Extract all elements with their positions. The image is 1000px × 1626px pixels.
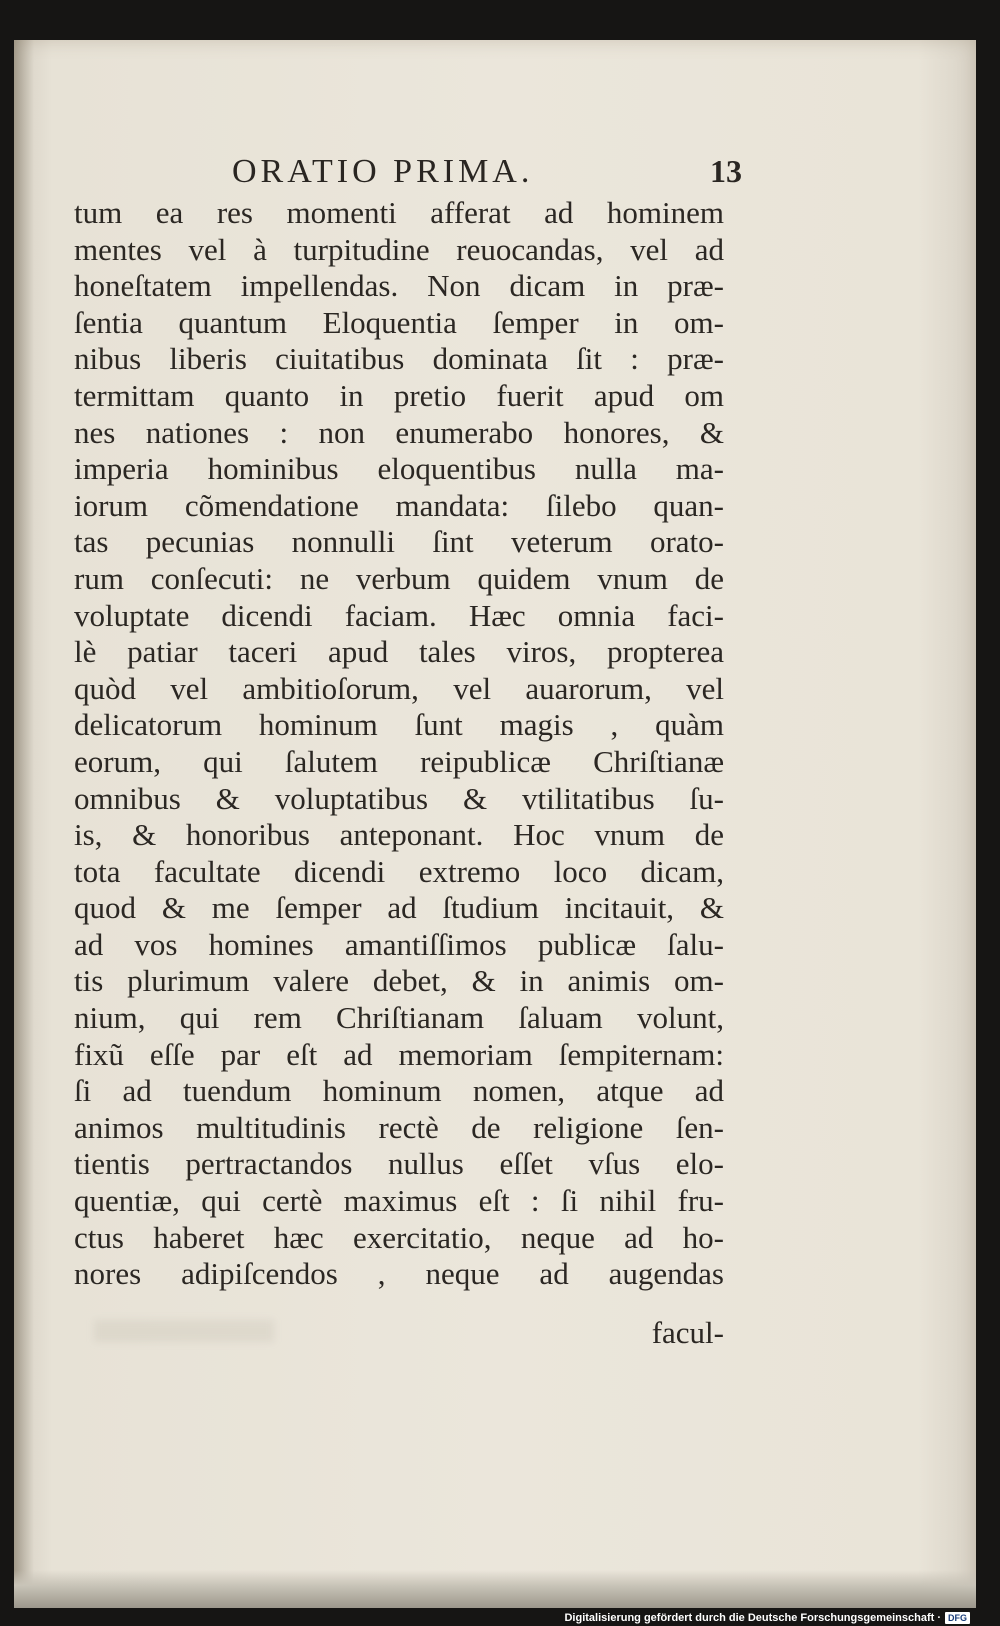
text-line: tota facultate dicendi extremo loco dicam, — [74, 853, 724, 889]
digitization-credit — [564, 1612, 970, 1624]
text-line: ſentia quantum Eloquentia ſemper in om- — [74, 304, 724, 340]
page-number: 13 — [710, 153, 742, 189]
text-line: rum conſecuti: ne verbum quidem vnum de — [74, 560, 724, 596]
page-header — [14, 153, 976, 197]
text-line: tas pecunias nonnulli ſint veterum orato- — [74, 524, 724, 560]
text-line: ſi ad tuendum hominum nomen, atque ad — [74, 1073, 724, 1109]
text-line: quòd vel ambitioſorum, vel auarorum, vel — [74, 670, 724, 706]
text-line: termittam quanto in pretio fuerit apud om — [74, 377, 724, 413]
text-line: animos multitudinis rectè de religione ſen- — [74, 1109, 724, 1145]
text-line: quentiæ, qui certè maximus eſt : ſi nihil fru- — [74, 1183, 724, 1219]
text-line: fixũ eſſe par eſt ad memoriam ſempiternam: — [74, 1036, 724, 1072]
text-line: mentes vel à turpitudine reuocandas, vel ad — [74, 231, 724, 267]
text-line: tientis pertractandos nullus eſſet vſus elo- — [74, 1146, 724, 1182]
text-line: imperia hominibus eloquentibus nulla ma- — [74, 451, 724, 487]
text-line: nores adipiſcendos , neque ad augendas — [74, 1256, 724, 1292]
text-line: lè patiar taceri apud tales viros, propterea — [74, 634, 724, 670]
text-line: nibus liberis ciuitatibus dominata ſit : præ- — [74, 341, 724, 377]
text-line: nium, qui rem Chriſtianam ſaluam volunt, — [74, 1000, 724, 1036]
gutter-shadow — [14, 40, 34, 1608]
text-line: voluptate dicendi faciam. Hæc omnia faci- — [74, 597, 724, 633]
text-line: ad vos homines amantiſſimos publicæ ſalu- — [74, 926, 724, 962]
text-line: delicatorum hominum ſunt magis , quàm — [74, 707, 724, 743]
text-line: ctus haberet hæc exercitatio, neque ad ho- — [74, 1219, 724, 1255]
text-line: honeſtatem impellendas. Non dicam in præ- — [74, 268, 724, 304]
show-through-smudge — [94, 1320, 274, 1342]
text-line: quod & me ſemper ad ſtudium incitauit, & — [74, 890, 724, 926]
text-line: omnibus & voluptatibus & vtilitatibus ſu- — [74, 780, 724, 816]
text-line: eorum, qui ſalutem reipublicæ Chriſtianæ — [74, 743, 724, 779]
text-line: tis plurimum valere debet, & in animis om- — [74, 963, 724, 999]
text-line: nes nationes : non enumerabo honores, & — [74, 414, 724, 450]
text-line: is, & honoribus anteponant. Hoc vnum de — [74, 817, 724, 853]
dfg-logo: DFG — [945, 1612, 970, 1624]
body-text — [74, 195, 724, 1293]
page-bottom-edge — [14, 1570, 976, 1608]
book-page — [14, 40, 976, 1608]
catchword: facul- — [651, 1315, 724, 1350]
text-line: tum ea res momenti afferat ad hominem — [74, 195, 724, 230]
credit-text: Digitalisierung gefördert durch die Deutsche Forschungsgemeinschaft · — [564, 1612, 941, 1624]
running-head: ORATIO PRIMA. — [232, 153, 534, 190]
text-line: iorum cõmendatione mandata: ſilebo quan- — [74, 487, 724, 523]
